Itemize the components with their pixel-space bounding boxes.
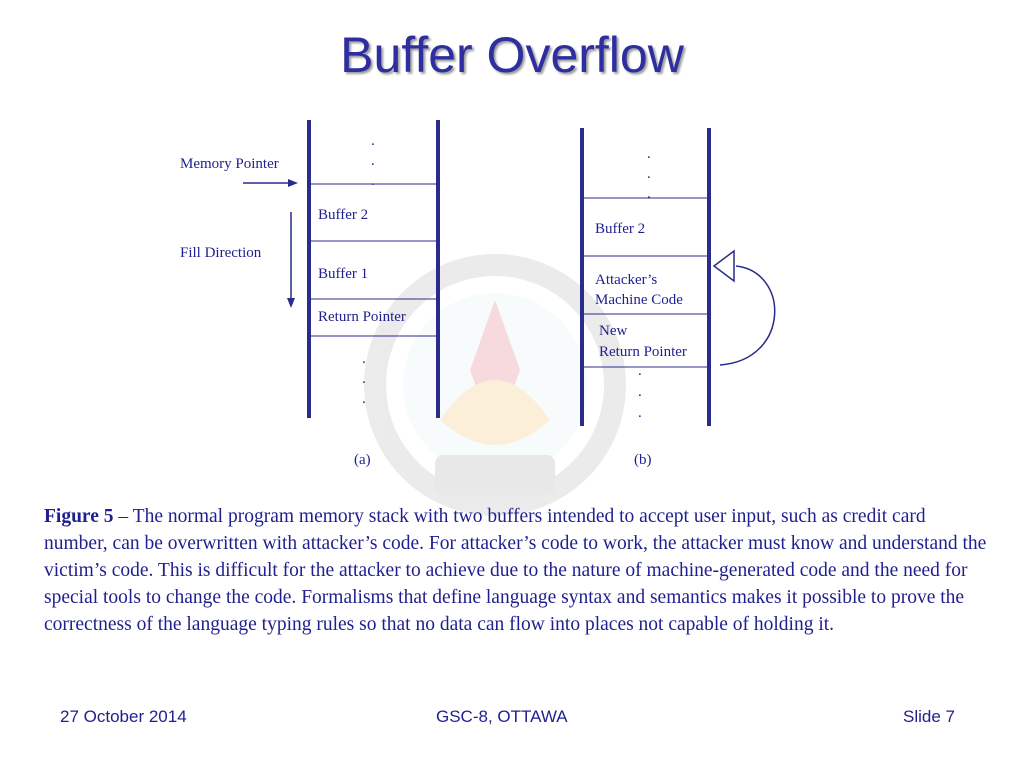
- stack-b-label: (b): [634, 452, 652, 468]
- footer-event: GSC-8, OTTAWA: [436, 707, 568, 726]
- fill-direction-label: Fill Direction: [180, 245, 262, 261]
- footer-date: 27 October 2014: [60, 707, 187, 726]
- slide-title: Buffer Overflow: [340, 27, 684, 83]
- stack-a-bottom-dot-2: .: [362, 371, 366, 387]
- stack-a-top-dot-1: .: [371, 133, 375, 149]
- footer-slide-number: Slide 7: [903, 707, 955, 726]
- stack-b-attacker-line1: Attacker’s: [595, 272, 658, 288]
- stack-b-attacker-line2: Machine Code: [595, 292, 683, 308]
- stack-b-buffer2: Buffer 2: [595, 221, 646, 237]
- memory-pointer-label: Memory Pointer: [180, 156, 279, 172]
- stack-a-top-dot-2: .: [371, 153, 375, 169]
- stack-a-bottom-dot-1: .: [362, 351, 366, 367]
- stack-a-bottom-dot-3: .: [362, 391, 366, 407]
- stack-a-buffer2: Buffer 2: [318, 207, 369, 223]
- stack-b-new-line1: New: [599, 323, 628, 339]
- stack-b-bottom-dot-2: .: [638, 384, 642, 400]
- stack-a-buffer1: Buffer 1: [318, 266, 369, 282]
- stack-b-bottom-dot-3: .: [638, 405, 642, 421]
- memory-pointer-arrow: [243, 179, 298, 187]
- fill-direction-arrow: [287, 212, 295, 308]
- stack-b-top-dot-2: .: [647, 166, 651, 182]
- stack-a-top-dot-3: .: [371, 173, 375, 189]
- stack-a-label: (a): [354, 452, 371, 468]
- stack-b-new-line2: Return Pointer: [599, 344, 687, 360]
- stack-b-top-dot-3: .: [647, 186, 651, 202]
- figure-caption-text: – The normal program memory stack with two buffers intended to accept user input, such as credit card number, can be overwritten with attacker’s code. For attacker’s code to work, the attacker must know and understand the victim’s code. This is difficult for the attacker to achieve due to the nature of machine-generated code and the need for special tools to change the code. Formalisms that define language syntax and semantics makes it possible to prove the correctness of the language typing rules so that no data can flow into places not capable of holding it.: [44, 506, 987, 635]
- redirect-arrow: [714, 251, 775, 365]
- stack-b-bottom-dot-1: .: [638, 363, 642, 379]
- figure-label: Figure 5: [44, 506, 114, 527]
- figure-caption: [44, 503, 994, 638]
- stack-a-return-pointer: Return Pointer: [318, 309, 406, 325]
- stack-b-top-dot-1: .: [647, 146, 651, 162]
